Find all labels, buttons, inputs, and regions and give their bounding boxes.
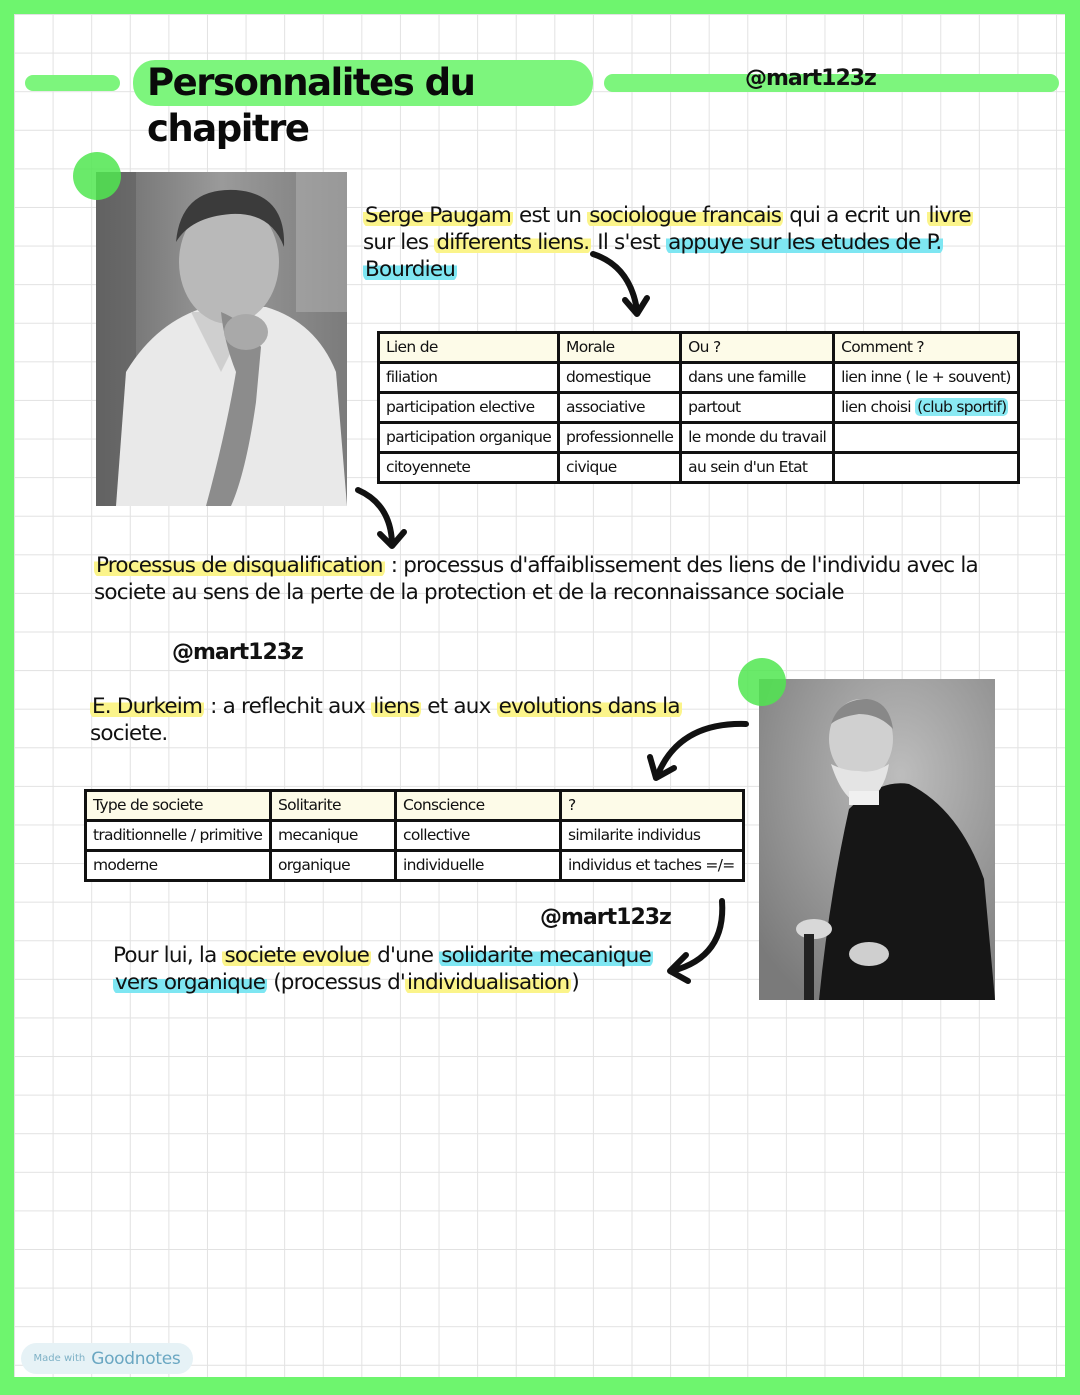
watermark-made-with: Made with xyxy=(33,1353,86,1364)
arrow-curved-icon xyxy=(640,712,755,787)
paugam-links-table xyxy=(377,331,1020,484)
table-header-cell: Lien de xyxy=(379,333,559,363)
header-bar-left xyxy=(25,75,120,91)
text-run: est un xyxy=(513,203,588,228)
table-header-cell: Morale xyxy=(559,333,681,363)
page-border-bottom xyxy=(0,1377,1080,1395)
durkheim-conclusion xyxy=(113,942,673,996)
highlight-links: differents liens. xyxy=(436,230,590,255)
table-row xyxy=(379,363,1019,393)
table-cell: participation organique xyxy=(379,423,559,453)
table-row xyxy=(379,393,1019,423)
disqualification-definition xyxy=(94,552,1024,606)
table-cell: individus et taches =/= xyxy=(561,851,744,881)
table-cell: dans une famille xyxy=(681,363,834,393)
text-run: processus d'affaiblissement des liens de l'individu avec la xyxy=(403,553,978,578)
goodnotes-watermark xyxy=(21,1343,193,1374)
highlight-name: Serge Paugam xyxy=(365,203,512,228)
highlight-bourdieu: Bourdieu xyxy=(365,257,456,282)
table-cell xyxy=(834,423,1019,453)
highlight-organic: vers organique xyxy=(115,970,266,995)
cell-text: lien choisi xyxy=(841,398,916,416)
table-cell: le monde du travail xyxy=(681,423,834,453)
highlight-evolutions: evolutions dans la xyxy=(498,694,680,719)
text-run: (processus d' xyxy=(267,970,406,995)
table-cell: au sein d'un Etat xyxy=(681,453,834,483)
highlight-links: liens xyxy=(373,694,420,719)
author-handle: @mart123z xyxy=(540,905,671,930)
highlight-bourdieu-ref: appuye sur les etudes de P. xyxy=(668,230,942,255)
decor-dot xyxy=(73,152,121,200)
table-row xyxy=(379,423,1019,453)
page-border-right xyxy=(1065,0,1080,1395)
table-cell: partout xyxy=(681,393,834,423)
arrow-curved-icon xyxy=(660,895,735,985)
highlight-name: E. Durkeim xyxy=(92,694,203,719)
text-run: d'une xyxy=(371,943,440,968)
paugam-intro xyxy=(363,202,1023,283)
arrow-down-icon xyxy=(585,248,655,323)
text-run: et aux xyxy=(421,694,497,719)
table-cell: citoyennete xyxy=(379,453,559,483)
table-cell: lien inne ( le + souvent) xyxy=(834,363,1019,393)
page-border-left xyxy=(0,0,14,1395)
table-header-cell: Conscience xyxy=(396,791,561,821)
text-run: qui a ecrit un xyxy=(783,203,927,228)
watermark-brand: Goodnotes xyxy=(91,1348,181,1369)
text-run: : a reflechit aux xyxy=(204,694,372,719)
page-border-top xyxy=(0,0,1080,14)
table-cell: filiation xyxy=(379,363,559,393)
table-cell: traditionnelle / primitive xyxy=(86,821,271,851)
table-cell: domestique xyxy=(559,363,681,393)
table-cell: mecanique xyxy=(271,821,396,851)
paugam-photo xyxy=(96,172,347,506)
text-run: ) xyxy=(571,970,579,995)
text-run: societe au sens de la perte de la protection et de la reconnaissance sociale xyxy=(94,580,844,605)
durkheim-photo xyxy=(759,679,995,1000)
author-handle: @mart123z xyxy=(172,640,303,665)
table-header-cell: Type de societe xyxy=(86,791,271,821)
table-cell: professionnelle xyxy=(559,423,681,453)
table-cell: collective xyxy=(396,821,561,851)
highlight-evolution: societe evolue xyxy=(224,943,370,968)
durkheim-intro xyxy=(90,693,730,747)
decor-dot xyxy=(738,658,786,706)
table-cell: organique xyxy=(271,851,396,881)
text-run: societe. xyxy=(90,721,168,746)
table-cell: associative xyxy=(559,393,681,423)
portrait-image-icon xyxy=(759,679,995,1000)
highlight-profession: sociologue francais xyxy=(589,203,782,228)
page-title xyxy=(133,60,593,150)
text-run: sur les xyxy=(363,230,435,255)
table-cell xyxy=(834,393,1019,423)
highlight-term: Processus de disqualification xyxy=(96,553,383,578)
table-header-cell: Solitarite xyxy=(271,791,396,821)
text-run: Pour lui, la xyxy=(113,943,223,968)
table-cell: individuelle xyxy=(396,851,561,881)
highlight-example: (club sportif) xyxy=(917,398,1007,416)
table-header-cell: Ou ? xyxy=(681,333,834,363)
portrait-image-icon xyxy=(96,172,347,506)
table-cell: participation elective xyxy=(379,393,559,423)
table-cell: similarite individus xyxy=(561,821,744,851)
page-title-text: Personnalites du chapitre xyxy=(147,61,475,150)
table-row xyxy=(86,821,744,851)
durkheim-solidarity-table xyxy=(84,789,745,882)
table-header-cell: Comment ? xyxy=(834,333,1019,363)
text-run: : xyxy=(384,553,404,578)
table-header-row xyxy=(379,333,1019,363)
author-handle-header: @mart123z xyxy=(745,66,876,91)
table-header-cell: ? xyxy=(561,791,744,821)
table-cell: civique xyxy=(559,453,681,483)
table-header-row xyxy=(86,791,744,821)
table-cell xyxy=(834,453,1019,483)
highlight-book: livre xyxy=(928,203,971,228)
table-cell: moderne xyxy=(86,851,271,881)
text-run: Il s'est xyxy=(591,230,667,255)
highlight-individualisation: individualisation xyxy=(407,970,570,995)
arrow-down-icon xyxy=(350,484,410,554)
table-row xyxy=(379,453,1019,483)
table-row xyxy=(86,851,744,881)
highlight-mechanical: solidarite mecanique xyxy=(441,943,651,968)
